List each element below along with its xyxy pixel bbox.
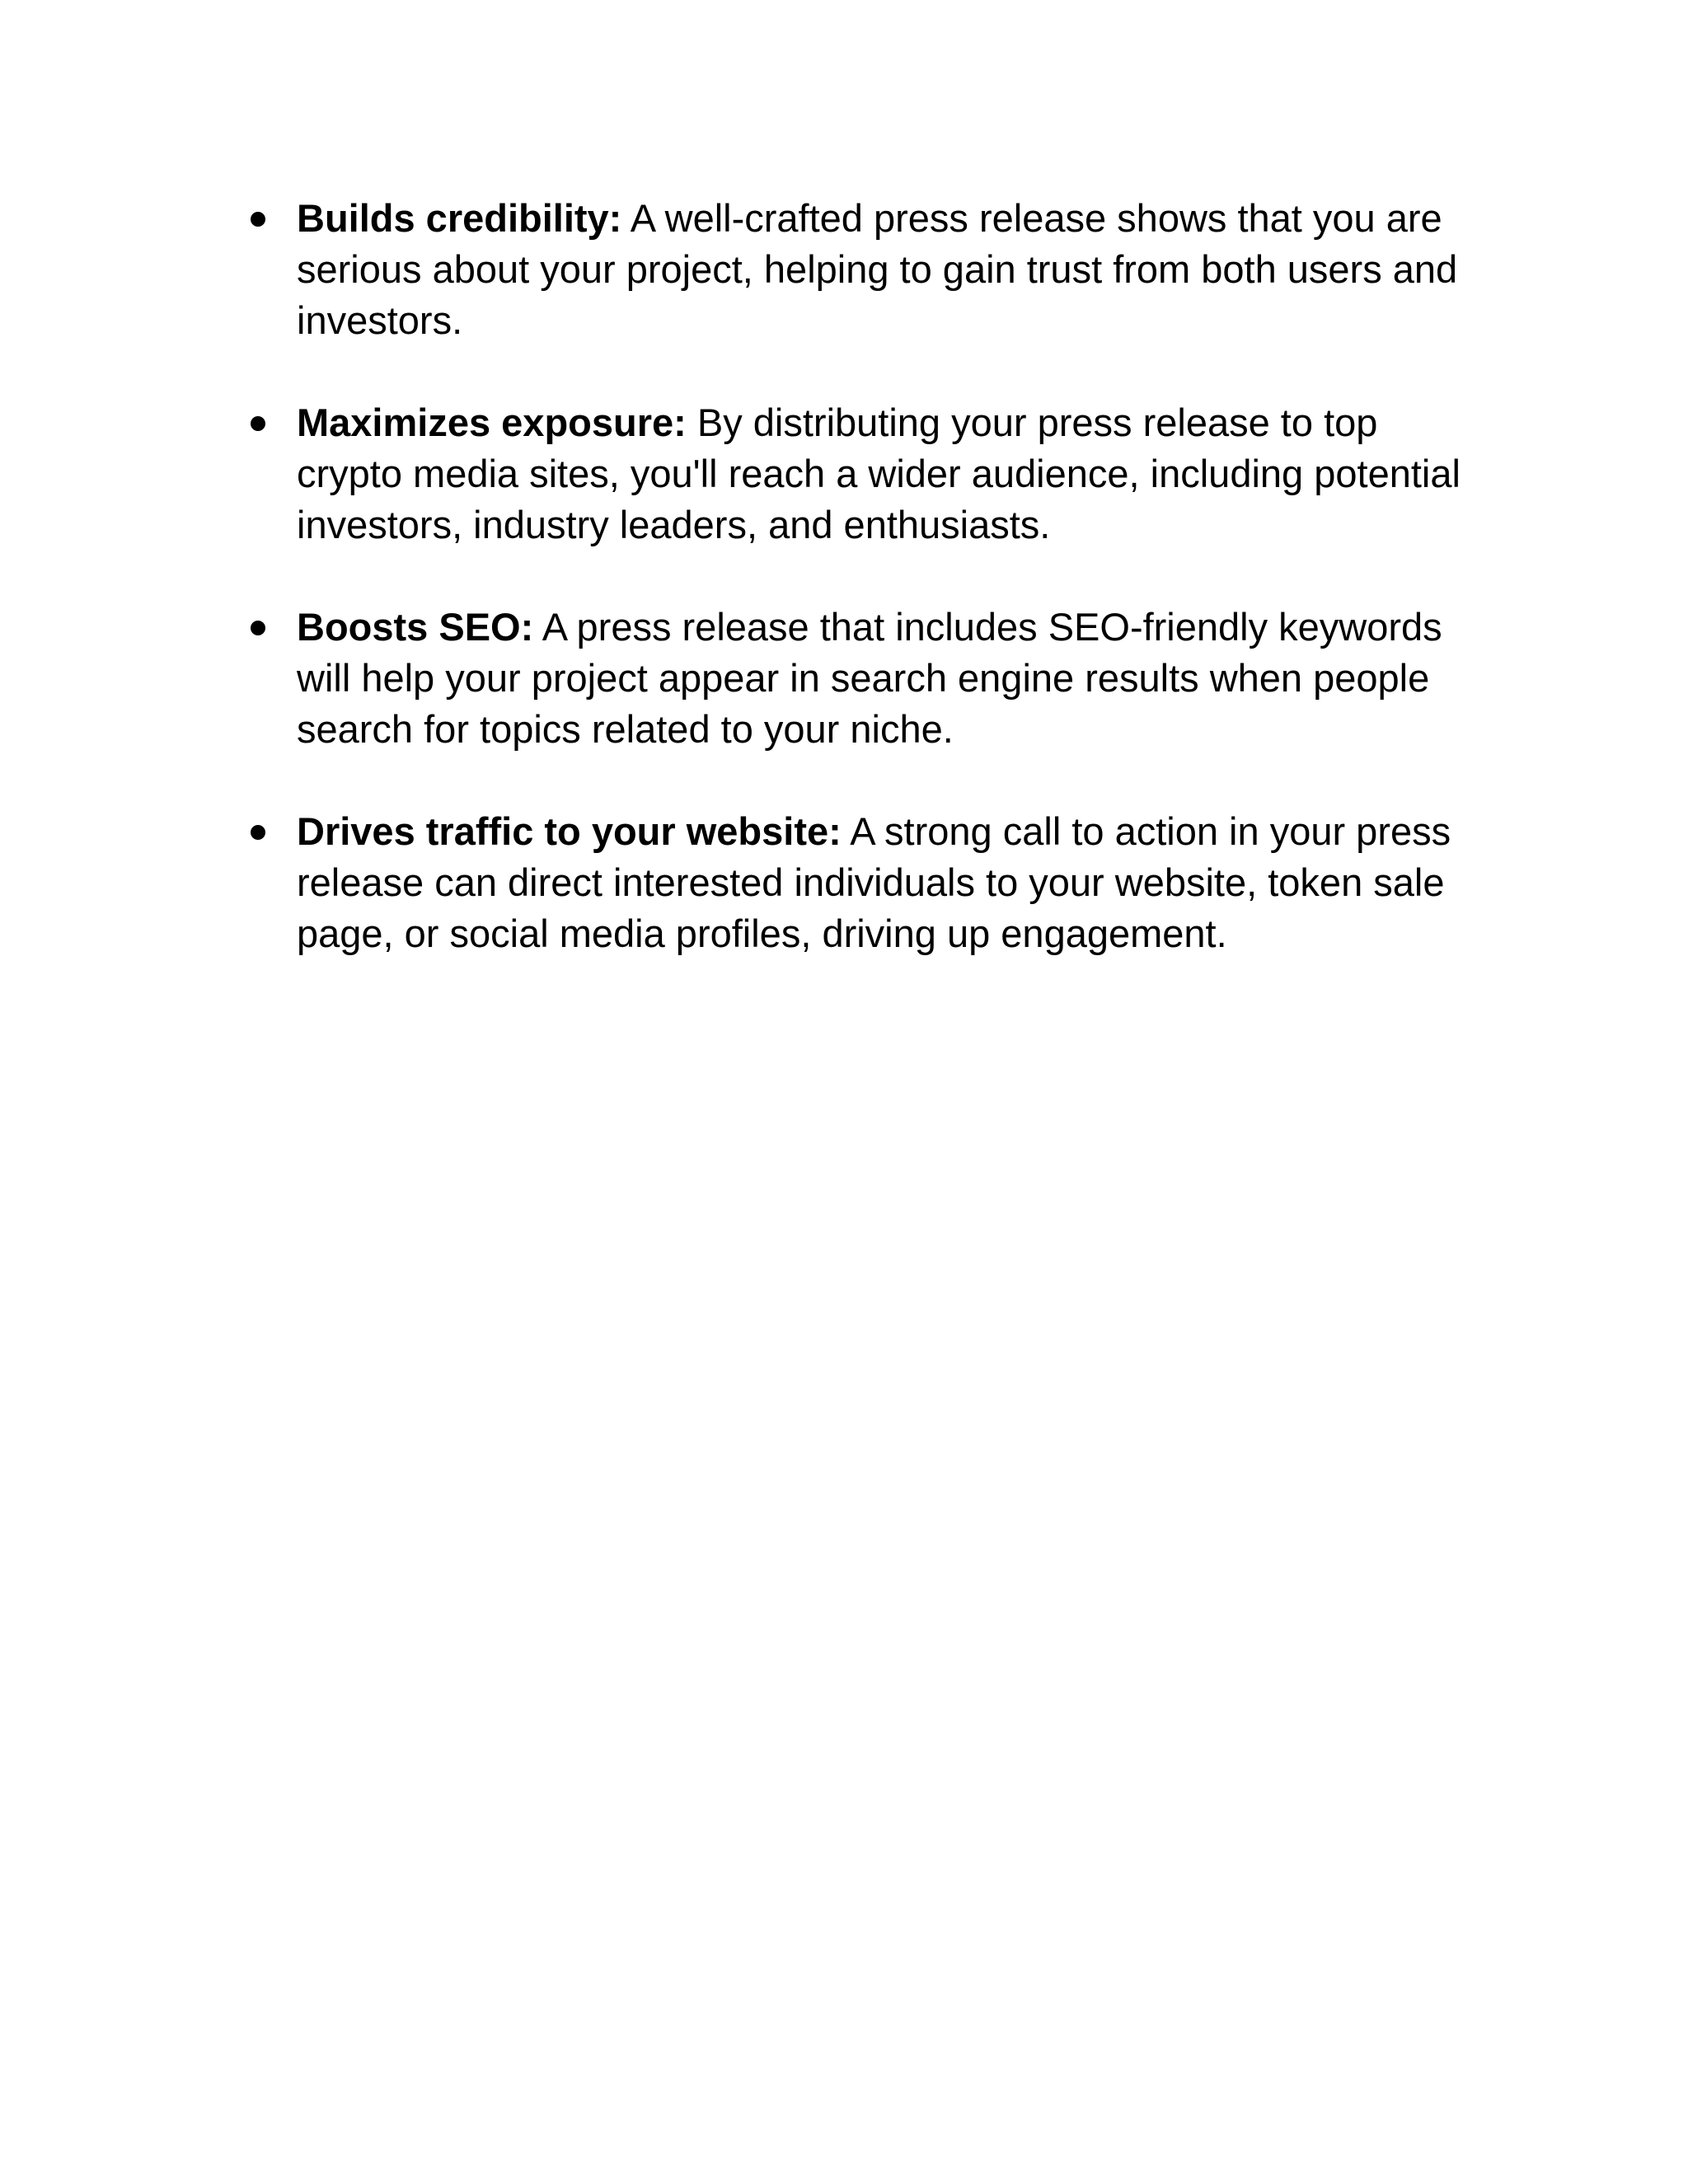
- item-heading: Drives traffic to your website:: [297, 809, 842, 853]
- benefits-list: [247, 193, 1467, 1010]
- item-text: A press release that includes SEO-friendly keywords will help your project appear in search engine results when people search for topics related to your niche.: [297, 605, 1442, 751]
- item-heading: Boosts SEO:: [297, 605, 534, 649]
- bullet-icon: [251, 621, 265, 635]
- item-text: By distributing your press release to top crypto media sites, you'll reach a wider audience, including potential investors, industry leaders, and enthusiasts.: [297, 401, 1461, 546]
- bullet-icon: [251, 825, 265, 840]
- item-text: A well-crafted press release shows that you are serious about your project, helping to gain trust from both users and investors.: [297, 196, 1458, 342]
- item-heading: Builds credibility:: [297, 196, 622, 240]
- bullet-icon: [251, 212, 265, 227]
- list-item: [247, 602, 1467, 755]
- list-item: [247, 193, 1467, 346]
- list-item: [247, 397, 1467, 551]
- item-heading: Maximizes exposure:: [297, 401, 687, 444]
- bullet-icon: [251, 416, 265, 431]
- list-item: [247, 806, 1467, 959]
- item-text: A strong call to action in your press release can direct interested individuals to your website, token sale page, or social media profiles, driving up engagement.: [297, 809, 1451, 955]
